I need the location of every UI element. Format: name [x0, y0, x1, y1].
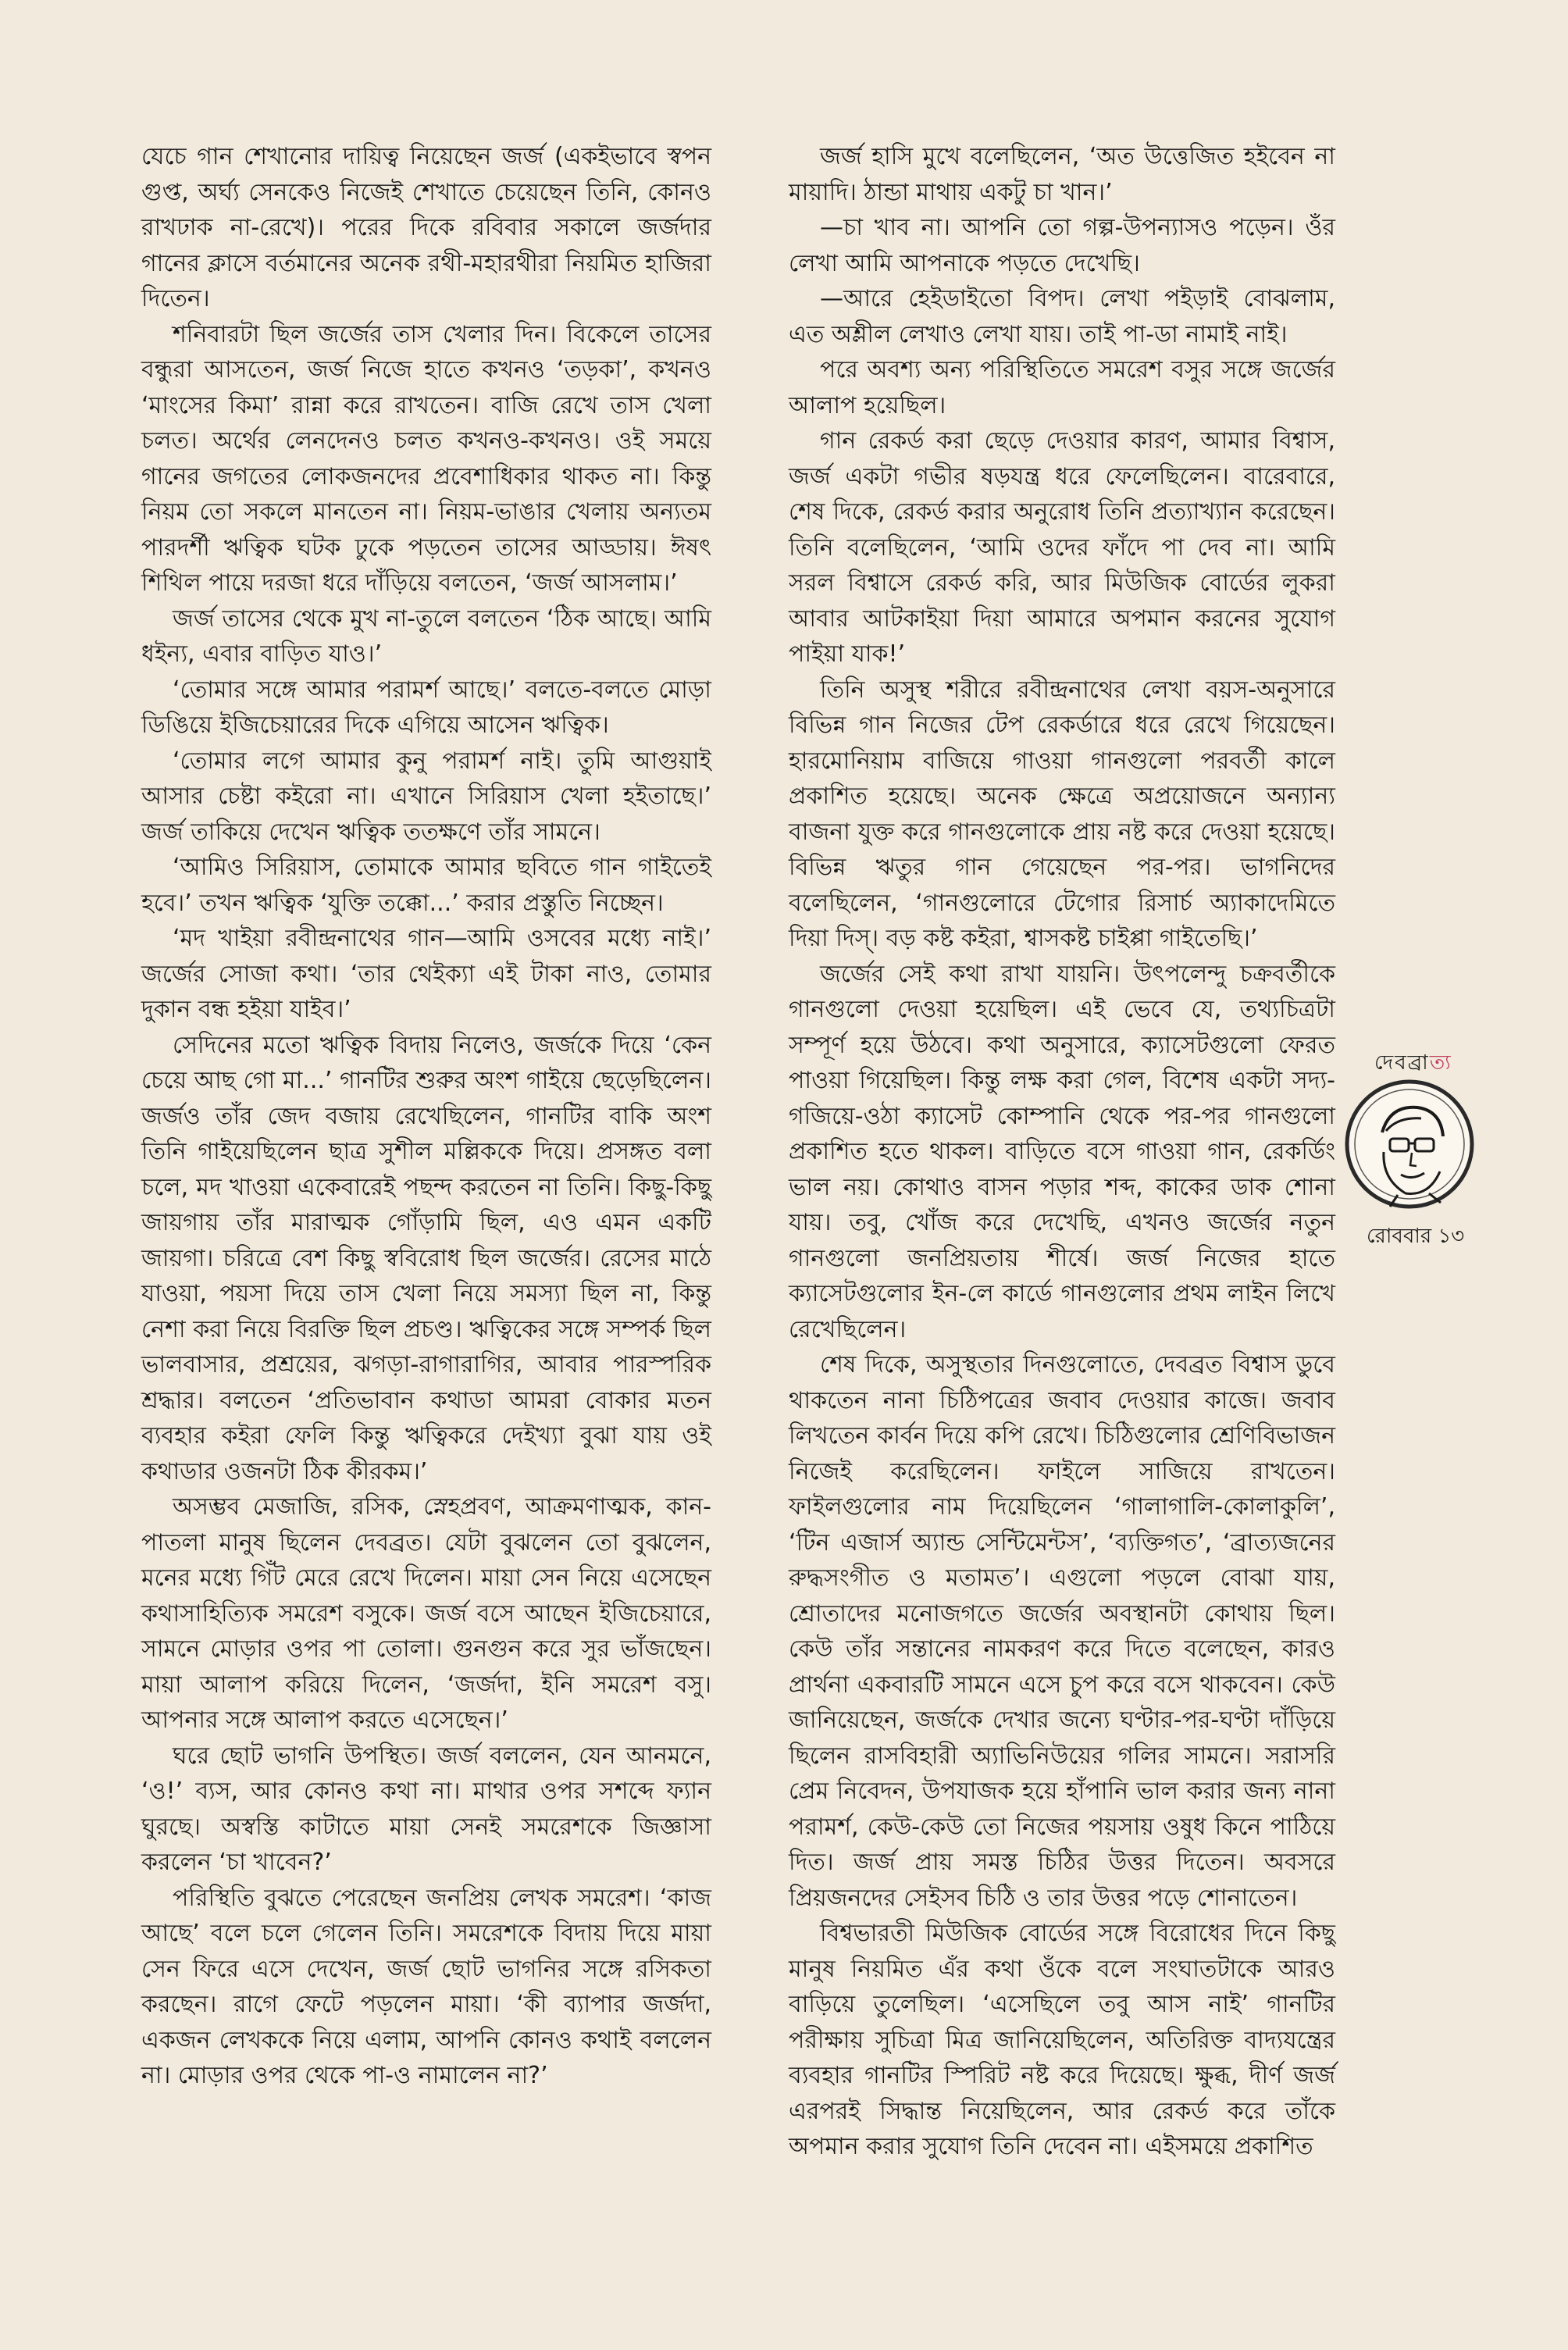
paragraph: তিনি অসুস্থ শরীরে রবীন্দ্রনাথের লেখা বয়স-অনুসারে বিভিন্ন গান নিজের টেপ রেকর্ডারে ধরে রেখে গিয়েছেন। হারমোনিয়াম বাজিয়ে গাওয়া গানগুলো পরবর্তী কালে প্রকাশিত হয়েছে। অনেক ক্ষেত্রে অপ্রয়োজনে অন্যান্য বাজনা যুক্ত করে গানগুলোকে প্রায় নষ্ট করে দেওয়া হয়েছে। বিভিন্ন ঋতুর গান গেয়েছেন পর-পর। ভাগনিদের বলেছিলেন, ‘গানগুলোরে টেগোর রিসার্চ অ্যাকাদেমিতে দিয়া দিস্‌। বড় কষ্ট কইরা, শ্বাসকষ্ট চাইপ্পা গাইতেছি।’	[789, 676, 1335, 952]
paragraph: ‘তোমার সঙ্গে আমার পরামর্শ আছে।’ বলতে-বলতে মোড়া ডিঙিয়ে ইজিচেয়ারের দিকে এগিয়ে আসেন ঋত্বিক।	[141, 676, 711, 739]
paragraph: ঘরে ছোট ভাগনি উপস্থিত। জর্জ বললেন, যেন আনমনে, ‘ও!’ ব্যস, আর কোনও কথা না। মাথার ওপর সশব্দে ফ্যান ঘুরছে। অস্বস্তি কাটাতে মায়া সেনই সমরেশকে জিজ্ঞাসা করলেন ‘চা খাবেন?’	[141, 1742, 711, 1876]
paragraph: ‘তোমার লগে আমার কুনু পরামর্শ নাই। তুমি আগুয়াই আসার চেষ্টা কইরো না। এখানে সিরিয়াস খেলা হইতাছে।’ জর্জ তাকিয়ে দেখেন ঋত্বিক ততক্ষণে তাঁর সামনে।	[141, 747, 711, 846]
portrait-sketch-icon	[1343, 1078, 1476, 1211]
column-title-accent: ত্য	[1429, 1051, 1452, 1075]
paragraph: ‘আমিও সিরিয়াস, তোমাকে আমার ছবিতে গান গাইতেই হবে।’ তখন ঋত্বিক ‘যুক্তি তক্কো...’ করার প্রস্তুতি নিচ্ছেন।	[141, 854, 711, 917]
column-title	[1374, 1047, 1452, 1081]
paragraph: গান রেকর্ড করা ছেড়ে দেওয়ার কারণ, আমার বিশ্বাস, জর্জ একটা গভীর ষড়যন্ত্র ধরে ফেলেছিলেন। বারেবারে, শেষ দিকে, রেকর্ড করার অনুরোধ তিনি প্রত্যাখ্যান করেছেন। তিনি বলেছিলেন, ‘আমি ওদের ফাঁদে পা দেব না। আমি সরল বিশ্বাসে রেকর্ড করি, আর মিউজিক বোর্ডের লুকরা আবার আটকাইয়া দিয়া আমারে অপমান করনের সুযোগ পাইয়া যাক!’	[789, 427, 1335, 668]
paragraph: যেচে গান শেখানোর দায়িত্ব নিয়েছেন জর্জ (একইভাবে স্বপন গুপ্ত, অর্ঘ্য সেনকেও নিজেই শেখাতে চেয়েছেন তিনি, কোনও রাখঢাক না-রেখে)। পরের দিকে রবিবার সকালে জর্জদার গানের ক্লাসে বর্তমানের অনেক রথী-মহারথীরা নিয়মিত হাজিরা দিতেন।	[141, 143, 711, 312]
paragraph: বিশ্বভারতী মিউজিক বোর্ডের সঙ্গে বিরোধের দিনে কিছু মানুষ নিয়মিত এঁর কথা ওঁকে বলে সংঘাতটাকে আরও বাড়িয়ে তুলেছিল। ‘এসেছিলে তবু আস নাই’ গানটির পরীক্ষায় সুচিত্রা মিত্র জানিয়েছিলেন, অতিরিক্ত বাদ্যযন্ত্রের ব্যবহার গানটির স্পিরিট নষ্ট করে দিয়েছে। ক্ষুব্ধ, দীর্ণ জর্জ এরপরই সিদ্ধান্ত নিয়েছিলেন, আর রেকর্ড করে তাঁকে অপমান করার সুযোগ তিনি দেবেন না। এইসময়ে প্রকাশিত	[789, 1920, 1335, 2160]
paragraph: পরিস্থিতি বুঝতে পেরেছেন জনপ্রিয় লেখক সমরেশ। ‘কাজ আছে’ বলে চলে গেলেন তিনি। সমরেশকে বিদায় দিয়ে মায়া সেন ফিরে এসে দেখেন, জর্জ ছোট ভাগনির সঙ্গে রসিকতা করছেন। রাগে ফেটে পড়লেন মায়া। ‘কী ব্যাপার জর্জদা, একজন লেখককে নিয়ে এলাম, আপনি কোনও কথাই বললেন না। মোড়ার ওপর থেকে পা-ও নামালেন না?’	[141, 1884, 711, 2089]
paragraph: জর্জের সেই কথা রাখা যায়নি। উৎপলেন্দু চক্রবর্তীকে গানগুলো দেওয়া হয়েছিল। এই ভেবে যে, তথ্যচিত্রটা সম্পূর্ণ হয়ে উঠবে। কথা অনুসারে, ক্যাসেটগুলো ফেরত পাওয়া গিয়েছিল। কিন্তু লক্ষ করা গেল, বিশেষ একটা সদ্য-গজিয়ে-ওঠা ক্যাসেট কোম্পানি থেকে পর-পর গানগুলো প্রকাশিত হতে থাকল। বাড়িতে বসে গাওয়া গান, রেকর্ডিং ভাল নয়। কোথাও বাসন পড়ার শব্দ, কাকের ডাক শোনা যায়। তবু, খোঁজ করে দেখেছি, এখনও জর্জের নতুন গানগুলো জনপ্রিয়তায় শীর্ষে। জর্জ নিজের হাতে ক্যাসেটগুলোর ইন-লে কার্ডে গানগুলোর প্রথম লাইন লিখে রেখেছিলেন।	[789, 960, 1335, 1343]
paragraph: শনিবারটা ছিল জর্জের তাস খেলার দিন। বিকেলে তাসের বন্ধুরা আসতেন, জর্জ নিজে হাতে কখনও ‘তড়কা’, কখনও ‘মাংসের কিমা’ রান্না করে রাখতেন। বাজি রেখে তাস খেলা চলত। অর্থের লেনদেনও চলত কখনও-কখনও। ওই সময়ে গানের জগতের লোকজনদের প্রবেশাধিকার থাকত না। কিন্তু নিয়ম তো সকলে মানতেন না। নিয়ম-ভাঙার খেলায় অন্যতম পারদর্শী ঋত্বিক ঘটক ঢুকে পড়তেন তাসের আড্ডায়। ঈষৎ শিথিল পায়ে দরজা ধরে দাঁড়িয়ে বলতেন, ‘জর্জ আসলাম।’	[141, 320, 711, 597]
paragraph: ‘মদ খাইয়া রবীন্দ্রনাথের গান—আমি ওসবের মধ্যে নাই।’ জর্জের সোজা কথা। ‘তার থেইক্যা এই টাকা নাও, তোমার দুকান বন্ধ হইয়া যাইব।’	[141, 925, 711, 1023]
paragraph: অসম্ভব মেজাজি, রসিক, স্নেহপ্রবণ, আক্রমণাত্মক, কান-পাতলা মানুষ ছিলেন দেবব্রত। যেটা বুঝলেন তো বুঝলেন, মনের মধ্যে গিঁট মেরে রেখে দিলেন। মায়া সেন নিয়ে এসেছেন কথাসাহিত্যিক সমরেশ বসুকে। জর্জ বসে আছেন ইজিচেয়ারে, সামনে মোড়ার ওপর পা তোলা। গুনগুন করে সুর ভাঁজছেন। মায়া আলাপ করিয়ে দিলেন, ‘জর্জদা, ইনি সমরেশ বসু। আপনার সঙ্গে আলাপ করতে এসেছেন।’	[141, 1493, 711, 1734]
column-title-main: দেবব্রা	[1374, 1051, 1430, 1075]
paragraph: পরে অবশ্য অন্য পরিস্থিতিতে সমরেশ বসুর সঙ্গে জর্জের আলাপ হয়েছিল।	[789, 356, 1335, 419]
left-column	[141, 139, 711, 2094]
paragraph: —আরে হেইডাইতো বিপদ। লেখা পইড়াই বোঝলাম, এত অশ্লীল লেখাও লেখা যায়। তাই পা-ডা নামাই নাই।	[789, 285, 1335, 348]
paragraph: —চা খাব না। আপনি তো গল্প-উপন্যাসও পড়েন। ওঁর লেখা আমি আপনাকে পড়তে দেখেছি।	[789, 214, 1335, 277]
paragraph: সেদিনের মতো ঋত্বিক বিদায় নিলেও, জর্জকে দিয়ে ‘কেন চেয়ে আছ গো মা...’ গানটির শুরুর অংশ গাইয়ে ছেড়েছিলেন। জর্জও তাঁর জেদ বজায় রেখেছিলেন, গানটির বাকি অংশ তিনি গাইয়েছিলেন ছাত্র সুশীল মল্লিককে দিয়ে। প্রসঙ্গত বলা চলে, মদ খাওয়া একেবারেই পছন্দ করতেন না তিনি। কিছু-কিছু জায়গায় তাঁর মারাত্মক গোঁড়ামি ছিল, এও এমন একটি জায়গা। চরিত্রে বেশ কিছু স্ববিরোধ ছিল জর্জের। রেসের মাঠে যাওয়া, পয়সা দিয়ে তাস খেলা নিয়ে সমস্যা ছিল না, কিন্তু নেশা করা নিয়ে বিরক্তি ছিল প্রচণ্ড। ঋত্বিকের সঙ্গে সম্পর্ক ছিল ভালবাসার, প্রশ্রয়ের, ঝগড়া-রাগারাগির, আবার পারস্পরিক শ্রদ্ধার। বলতেন ‘প্রতিভাবান কথাডা আমরা বোকার মতন ব্যবহার কইরা ফেলি কিন্তু ঋত্বিকরে দেইখ্যা বুঝা যায় ওই কথাডার ওজনটা ঠিক কীরকম।’	[141, 1031, 711, 1485]
paragraph: শেষ দিকে, অসুস্থতার দিনগুলোতে, দেবব্রত বিশ্বাস ডুবে থাকতেন নানা চিঠিপত্রের জবাব দেওয়ার কাজে। জবাব লিখতেন কার্বন দিয়ে কপি রেখে। চিঠিগুলোর শ্রেণিবিভাজন নিজেই করেছিলেন। ফাইলে সাজিয়ে রাখতেন। ফাইলগুলোর নাম দিয়েছিলেন ‘গালাগালি-কোলাকুলি’, ‘টিন এজার্স অ্যান্ড সেন্টিমেন্টস’, ‘ব্যক্তিগত’, ‘ব্রাত্যজনের রুদ্ধসংগীত ও মতামত’। এগুলো পড়লে বোঝা যায়, শ্রোতাদের মনোজগতে জর্জের অবস্থানটা কোথায় ছিল। কেউ তাঁর সন্তানের নামকরণ করে দিতে বলেছেন, কারও প্রার্থনা একবারটি সামনে এসে চুপ করে বসে থাকবেন। কেউ জানিয়েছেন, জর্জকে দেখার জন্যে ঘণ্টার-পর-ঘণ্টা দাঁড়িয়ে ছিলেন রাসবিহারী অ্যাভিনিউয়ের গলির সামনে। সরাসরি প্রেম নিবেদন, উপযাজক হয়ে হাঁপানি ভাল করার জন্য নানা পরামর্শ, কেউ-কেউ তো নিজের পয়সায় ওষুধ কিনে পাঠিয়ে দিত। জর্জ প্রায় সমস্ত চিঠির উত্তর দিতেন। অবসরে প্রিয়জনদের সেইসব চিঠি ও তার উত্তর পড়ে শোনাতেন।	[789, 1351, 1335, 1912]
column-issue-label: রোববার ১৩	[1367, 1225, 1465, 1248]
paragraph: জর্জ তাসের থেকে মুখ না-তুলে বলতেন ‘ঠিক আছে। আমি ধইন্য, এবার বাড়িত যাও।’	[141, 604, 711, 668]
paragraph: জর্জ হাসি মুখে বলেছিলেন, ‘অত উত্তেজিত হইবেন না মায়াদি। ঠান্ডা মাথায় একটু চা খান।’	[789, 143, 1335, 206]
column-logo	[1327, 1047, 1515, 1281]
right-column	[789, 139, 1335, 2165]
